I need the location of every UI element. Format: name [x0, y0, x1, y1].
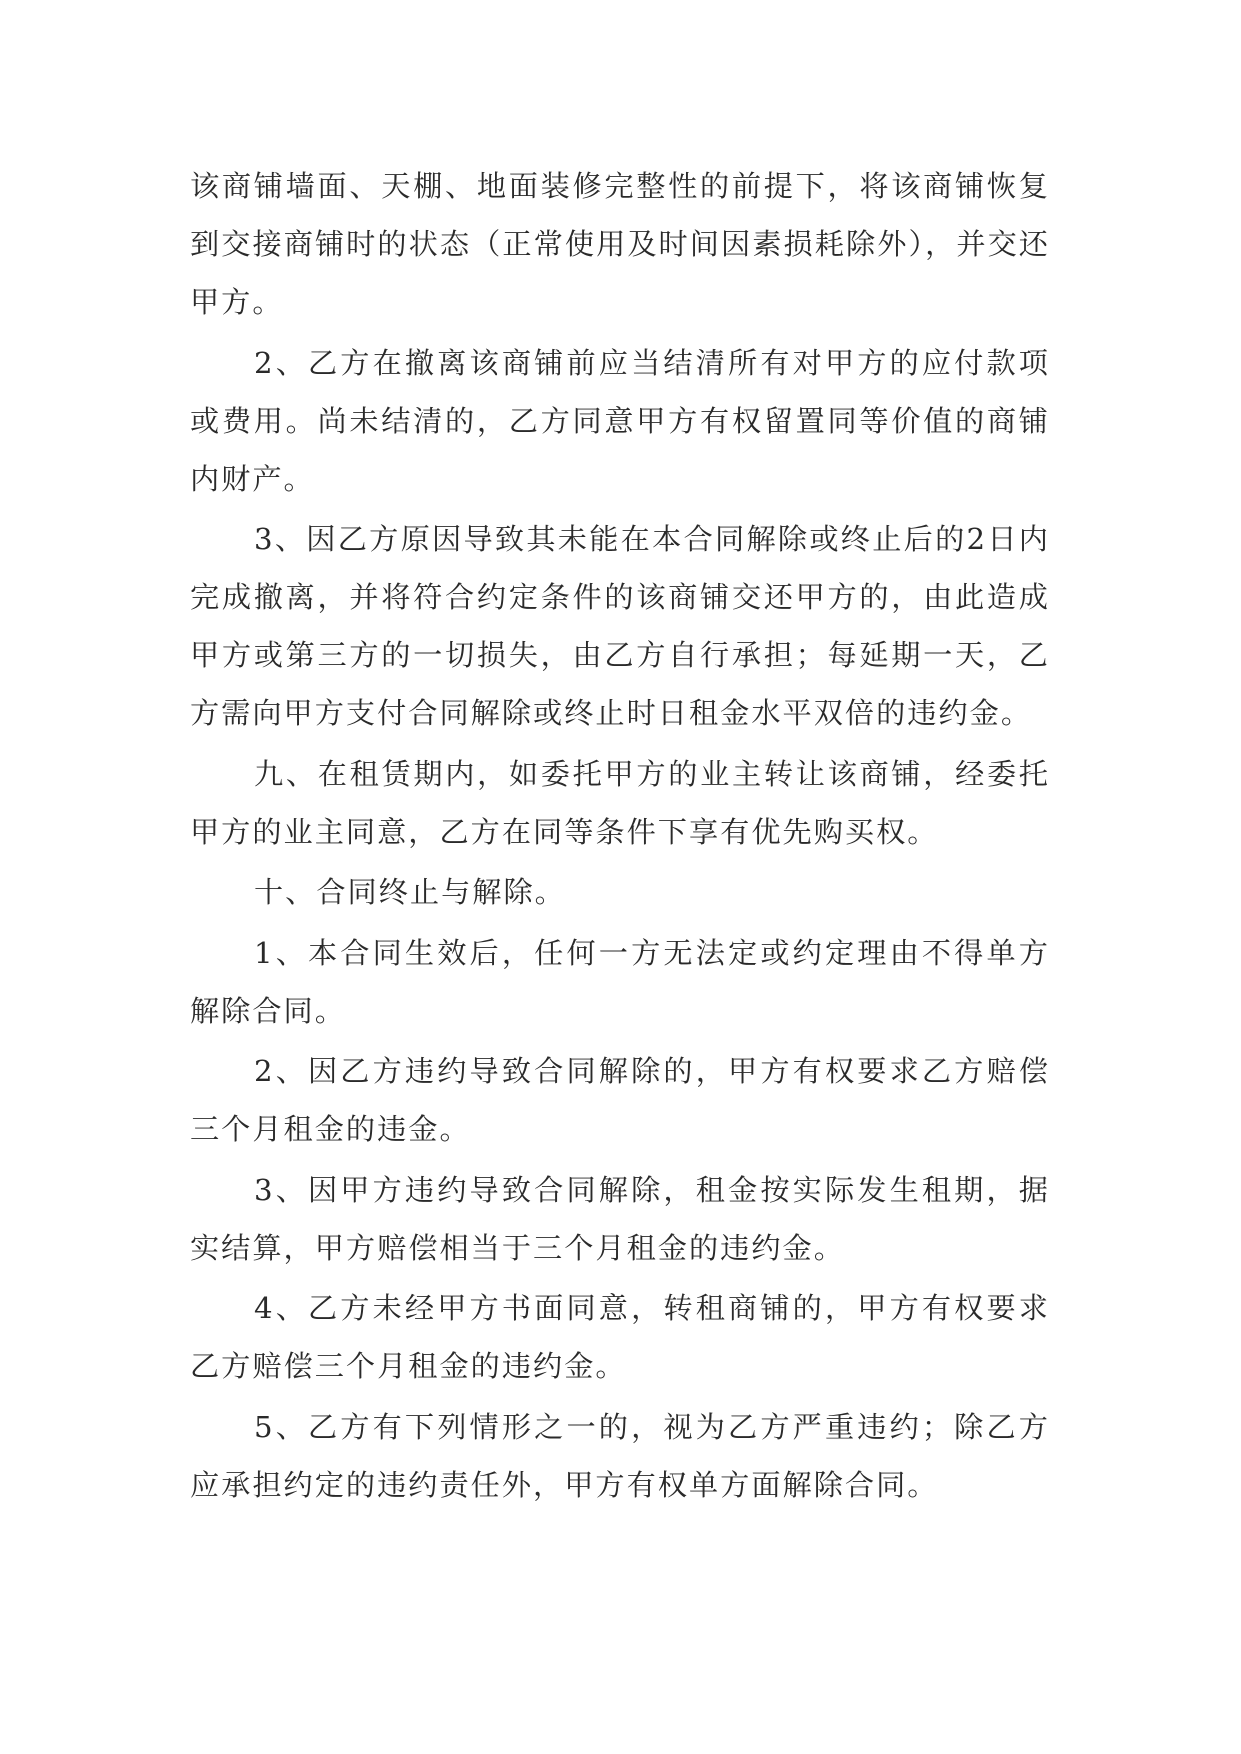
- paragraph-section-9: 九、在租赁期内，如委托甲方的业主转让该商铺，经委托甲方的业主同意，乙方在同等条件下享有优先购买权。: [190, 756, 1050, 849]
- paragraph-section-10-item-5: 5、乙方有下列情形之一的，视为乙方严重违约；除乙方应承担约定的违约责任外，甲方有权单方面解除合同。: [190, 1409, 1050, 1502]
- paragraph-section-10-item-2: 2、因乙方违约导致合同解除的，甲方有权要求乙方赔偿三个月租金的违金。: [190, 1054, 1050, 1146]
- paragraph-section-10-heading: 十、合同终止与解除。: [254, 875, 566, 909]
- document-body: [190, 157, 1050, 1516]
- paragraph-section-10-item-3: 3、因甲方违约导致合同解除，租金按实际发生租期，据实结算，甲方赔偿相当于三个月租金的违约金。: [190, 1172, 1050, 1265]
- paragraph-continuation: 该商铺墙面、天棚、地面装修完整性的前提下，将该商铺恢复到交接商铺时的状态（正常使用及时间因素损耗除外），并交还甲方。: [190, 169, 1050, 319]
- paragraph-clause-2: 2、乙方在撤离该商铺前应当结清所有对甲方的应付款项或费用。尚未结清的，乙方同意甲方有权留置同等价值的商铺内财产。: [190, 345, 1050, 496]
- paragraph-section-10-item-1: 1、本合同生效后，任何一方无法定或约定理由不得单方解除合同。: [190, 935, 1050, 1028]
- paragraph-section-10-item-4: 4、乙方未经甲方书面同意，转租商铺的，甲方有权要求乙方赔偿三个月租金的违约金。: [190, 1291, 1050, 1383]
- paragraph-clause-3: 3、因乙方原因导致其未能在本合同解除或终止后的2日内完成撤离，并将符合约定条件的该商铺交还甲方的，由此造成甲方或第三方的一切损失，由乙方自行承担；每延期一天，乙方需向甲方支付合同解除或终止时日租金水平双倍的违约金。: [190, 522, 1050, 730]
